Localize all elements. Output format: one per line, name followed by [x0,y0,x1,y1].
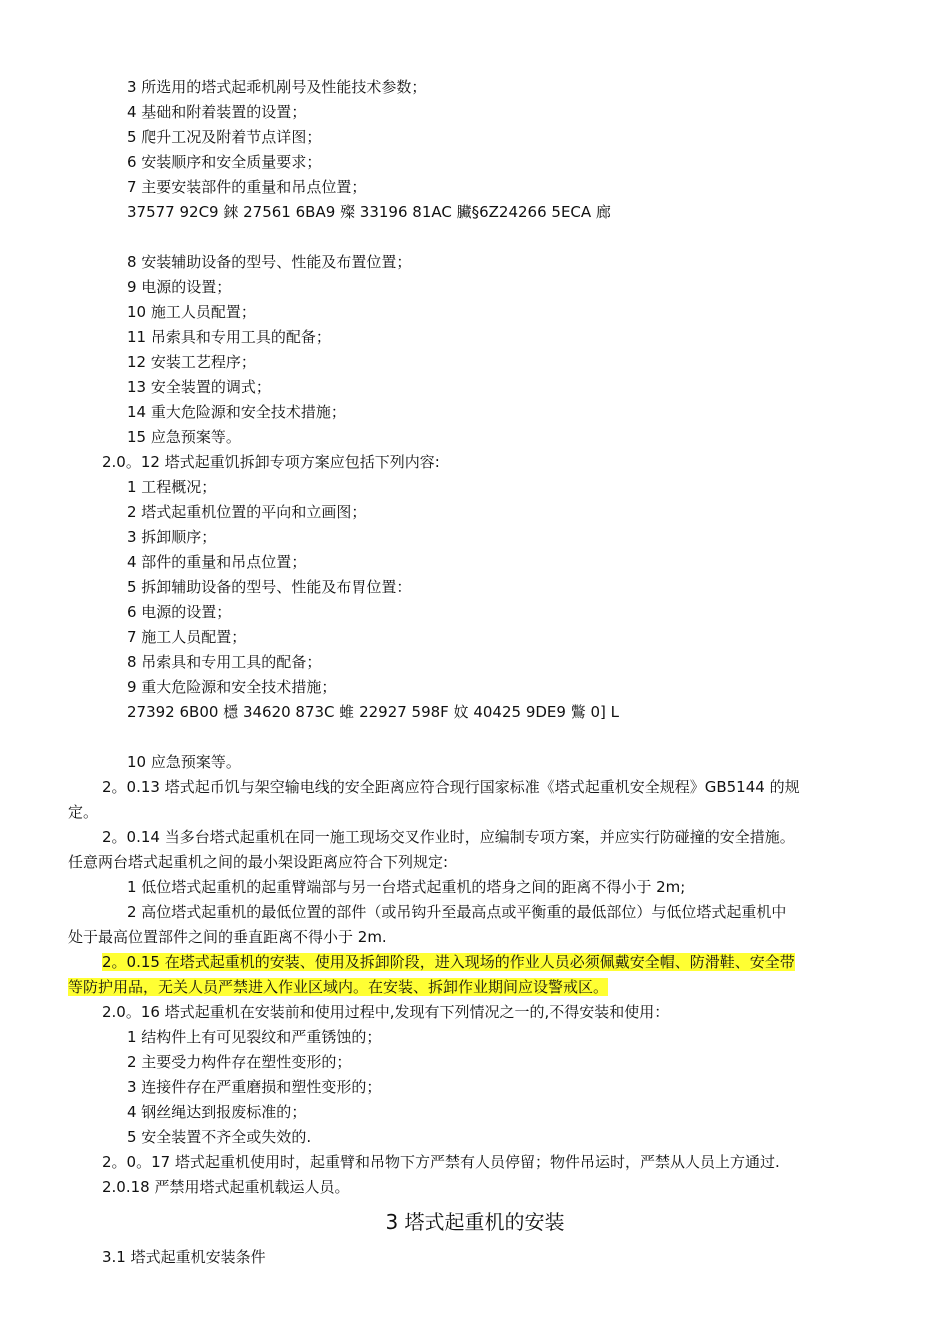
list-item: 14 重大危险源和安全技术措施； [127,403,346,421]
list-item: 3 拆卸顺序； [127,528,217,546]
subsection-heading: 3.1 塔式起重机安装条件 [102,1248,266,1266]
list-item: 13 安全装置的调式； [127,378,271,396]
list-item: 10 应急预案等。 [127,753,241,771]
list-item: 1 工程概况； [127,478,217,496]
clause-2-0-16: 2.0。16 塔式起重机在安装前和使用过程中,发现有下列情况之一的,不得安装和使用： [102,1003,670,1021]
section-title: 3 塔式起重机的安装 [385,1210,565,1234]
list-item: 5 拆卸辅助设备的型号、性能及布胃位置： [127,578,412,596]
list-item: 7 施工人员配置； [127,628,247,646]
list-item: 15 应急预案等。 [127,428,241,446]
clause-2-0-14-item1: 1 低位塔式起重机的起重臂端部与另一台塔式起重机的塔身之间的距离不得小于 2m; [127,878,686,896]
clause-2-0-14-item2-line1: 2 高位塔式起重机的最低位置的部件（或吊钩升至最高点或平衡重的最低部位）与低位塔式起重机中 [127,903,787,921]
list-item: 5 爬升工况及附着节点详图； [127,128,322,146]
list-item: 4 钢丝绳达到报废标准的； [127,1103,307,1121]
clause-2-0-13-line2: 定。 [68,803,99,821]
list-item: 8 吊索具和专用工具的配备； [127,653,322,671]
list-item: 6 安装顺序和安全质量要求； [127,153,322,171]
list-item: 4 部件的重量和吊点位置； [127,553,307,571]
list-item: 7 主要安装部件的重量和吊点位置； [127,178,367,196]
clause-2-0-14-line2: 任意两台塔式起重机之间的最小架设距离应符合下列规定: [68,853,449,871]
clause-2-0-14-item2-line2: 处于最高位置部件之间的垂直距离不得小于 2m. [68,928,387,946]
list-item: 3 所选用的塔式起乖机剐号及性能技术参数； [127,78,427,96]
list-item: 1 结构件上有可见裂纹和严重锈蚀的； [127,1028,382,1046]
clause-2-0-13-line1: 2。0.13 塔式起币饥与架空输电线的安全距离应符合现行国家标准《塔式起重机安全规程》GB5144 的规 [102,778,800,796]
list-item: 2 塔式起重机位置的平向和立画图； [127,503,367,521]
list-item: 9 电源的设置； [127,278,232,296]
highlighted-text: 等防护用品，无关人员严禁进入作业区域内。在安装、拆卸作业期间应设警戒区。 [68,978,609,996]
list-item: 8 安装辅助设备的型号、性能及布置位置； [127,253,412,271]
list-item: 9 重大危险源和安全技术措施； [127,678,337,696]
garbled-text-line: 27392 6B00 檼 34620 873C 蜼 22927 598F 妏 40425 9DE9 鷩 0] L [127,703,620,721]
highlighted-text: 2。0.15 在塔式起重机的安装、使用及拆卸阶段，进入现场的作业人员必须佩戴安全帽、防滑鞋、安全带 [102,953,795,971]
clause-2-0-14-line1: 2。0.14 当多台塔式起重机在同一施工现场交叉作业时，应编制专项方案，并应实行防碰撞的安全措施。 [102,828,795,846]
list-item: 3 连接件存在严重磨损和塑性变形的； [127,1078,382,1096]
list-item: 10 施工人员配置； [127,303,256,321]
list-item: 12 安装工艺程序； [127,353,256,371]
garbled-text-line: 37577 92C9 錸 27561 6BA9 殩 33196 81AC 臟§6Z24266 5ECA 廊 [127,203,611,221]
list-item: 6 电源的设置； [127,603,232,621]
list-item: 4 基础和附着装置的设置； [127,103,307,121]
clause-2-0-17: 2。0。17 塔式起重机使用时，起重臂和吊物下方严禁有人员停留；物件吊运时，严禁从人员上方通过. [102,1153,780,1171]
clause-2-0-12: 2.0。12 塔式起重饥拆卸专项方案应包括下列内容: [102,453,440,471]
clause-2-0-15-line1 [102,950,795,975]
list-item: 11 吊索具和专用工具的配备； [127,328,331,346]
list-item: 2 主要受力构件存在塑性变形的； [127,1053,352,1071]
clause-2-0-18: 2.0.18 严禁用塔式起重机载运人员。 [102,1178,350,1196]
clause-2-0-15-line2 [68,975,608,1000]
list-item: 5 安全装置不齐全或失效的. [127,1128,312,1146]
